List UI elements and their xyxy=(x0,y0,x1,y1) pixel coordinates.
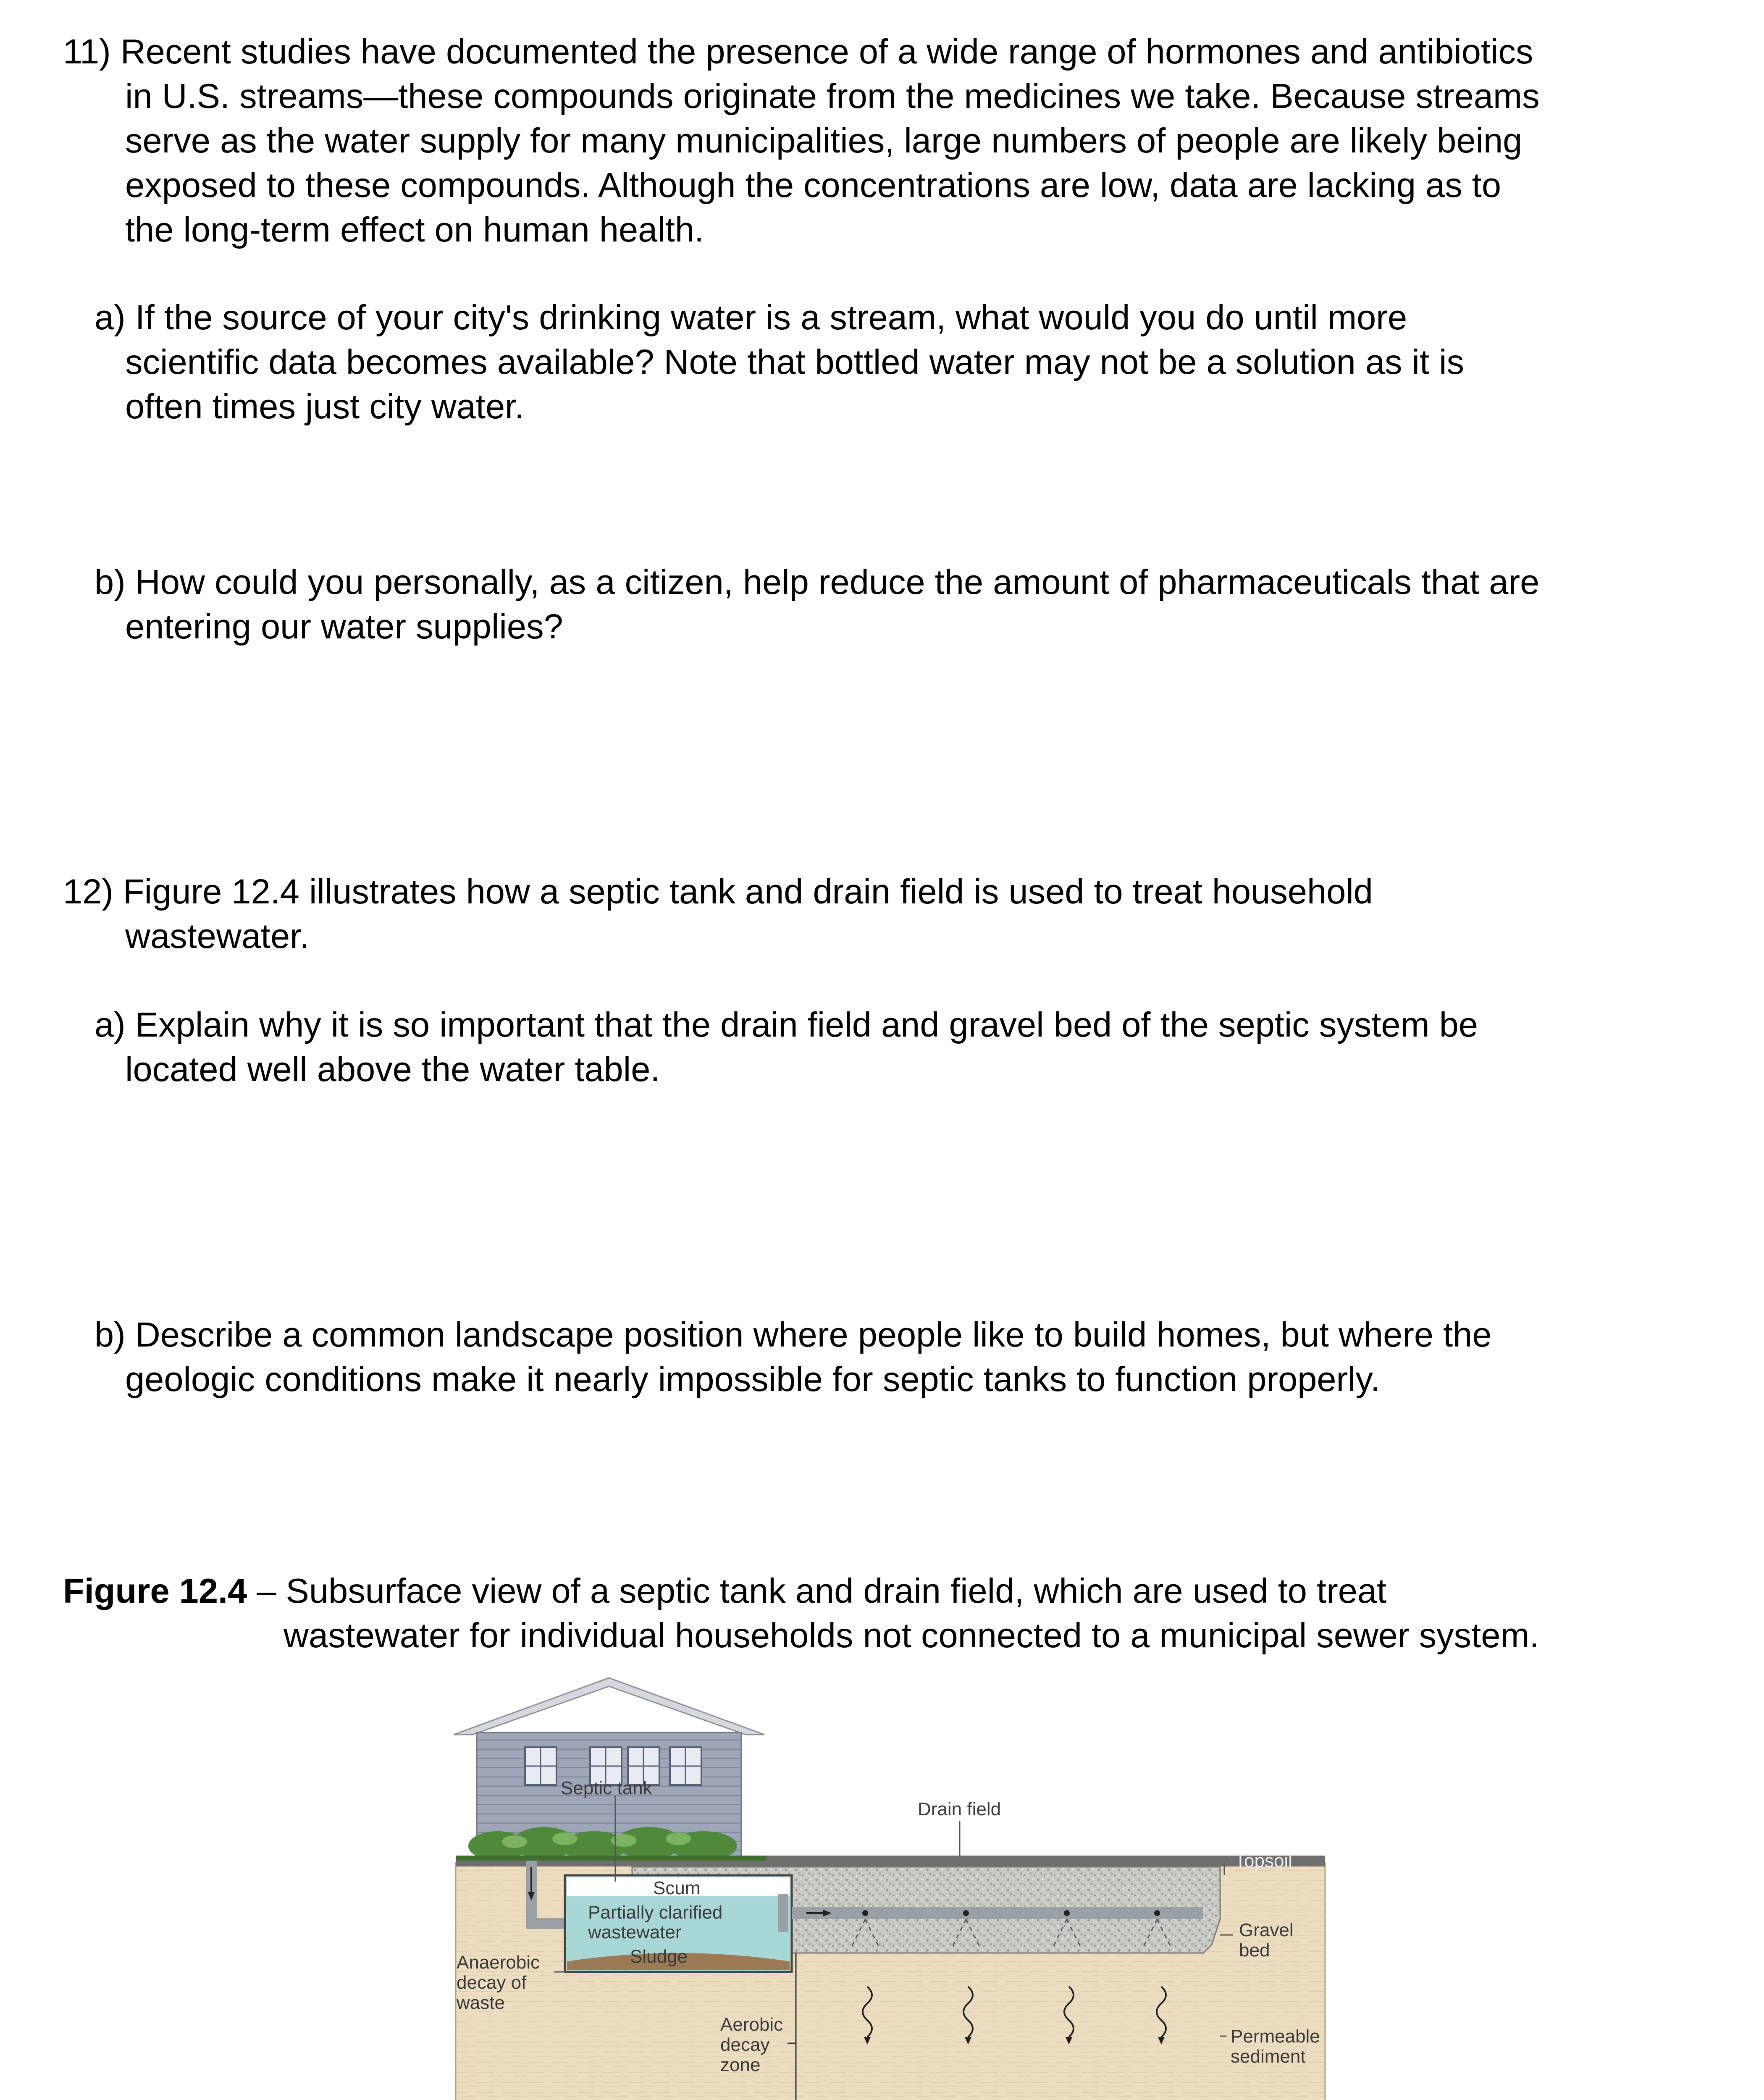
question-11a xyxy=(94,295,1464,429)
label-zone: zone xyxy=(720,2055,761,2075)
q11b-line: b) How could you personally, as a citizen, help reduce the amount of pharmaceuticals that are xyxy=(94,562,1540,601)
q11-line: in U.S. streams—these compounds originate from the medicines we take. Because streams xyxy=(125,76,1540,116)
label-gravel: Gravel xyxy=(1239,1920,1294,1940)
label-anaerobic: Anaerobic xyxy=(457,1952,540,1973)
q11a-line: scientific data becomes available? Note that bottled water may not be a solution as it is xyxy=(125,342,1465,381)
label-decay-of: decay of xyxy=(457,1972,527,1993)
question-11 xyxy=(63,29,1540,252)
question-12a xyxy=(94,1003,1478,1092)
q12b-line: geologic conditions make it nearly impossible for septic tanks to function properly. xyxy=(125,1360,1380,1399)
q11-line: exposed to these compounds. Although the concentrations are low, data are lacking as to xyxy=(125,165,1502,205)
q12a-line: a) Explain why it is so important that the drain field and gravel bed of the septic system be xyxy=(94,1005,1478,1044)
q12-line: 12) Figure 12.4 illustrates how a septic tank and drain field is used to treat household xyxy=(63,872,1373,911)
label-sediment: sediment xyxy=(1231,2046,1306,2067)
label-topsoil: Topsoil xyxy=(1235,1851,1292,1871)
septic-system-figure xyxy=(452,1676,1329,2100)
label-permeable: Permeable xyxy=(1231,2026,1320,2047)
label-aerobic: Aerobic xyxy=(720,2014,783,2035)
label-partially-clarified: Partially clarified xyxy=(588,1902,723,1923)
label-scum: Scum xyxy=(653,1878,701,1898)
q11a-line: a) If the source of your city's drinking water is a stream, what would you do until more xyxy=(94,298,1407,337)
q12-line: wastewater. xyxy=(125,916,310,956)
q12b-line: b) Describe a common landscape position where people like to build homes, but where the xyxy=(94,1315,1492,1354)
figure-number: Figure 12.4 xyxy=(63,1571,247,1610)
caption-text: – Subsurface view of a septic tank and drain field, which are used to treat xyxy=(247,1571,1387,1610)
caption-text: wastewater for individual households not connected to a municipal sewer system. xyxy=(284,1616,1539,1655)
figure-caption xyxy=(63,1569,1539,1658)
label-sludge: Sludge xyxy=(630,1946,688,1967)
label-decay: decay xyxy=(720,2034,770,2055)
question-12 xyxy=(63,869,1373,958)
question-11b xyxy=(94,560,1539,649)
question-12b xyxy=(94,1312,1491,1402)
q11-line: the long-term effect on human health. xyxy=(125,210,704,249)
label-septic-tank: Septic tank xyxy=(561,1778,652,1798)
q11a-line: often times just city water. xyxy=(125,387,525,426)
label-bed: bed xyxy=(1239,1940,1270,1961)
label-drain-field: Drain field xyxy=(918,1799,1001,1819)
label-waste: waste xyxy=(457,1992,505,2013)
q11b-line: entering our water supplies? xyxy=(125,607,563,646)
q12a-line: located well above the water table. xyxy=(125,1050,660,1089)
q11-line: 11) Recent studies have documented the presence of a wide range of hormones and antibiotics xyxy=(63,32,1533,71)
label-wastewater: wastewater xyxy=(588,1922,682,1942)
house xyxy=(454,1678,764,1856)
q11-line: serve as the water supply for many municipalities, large numbers of people are likely being xyxy=(125,121,1522,160)
